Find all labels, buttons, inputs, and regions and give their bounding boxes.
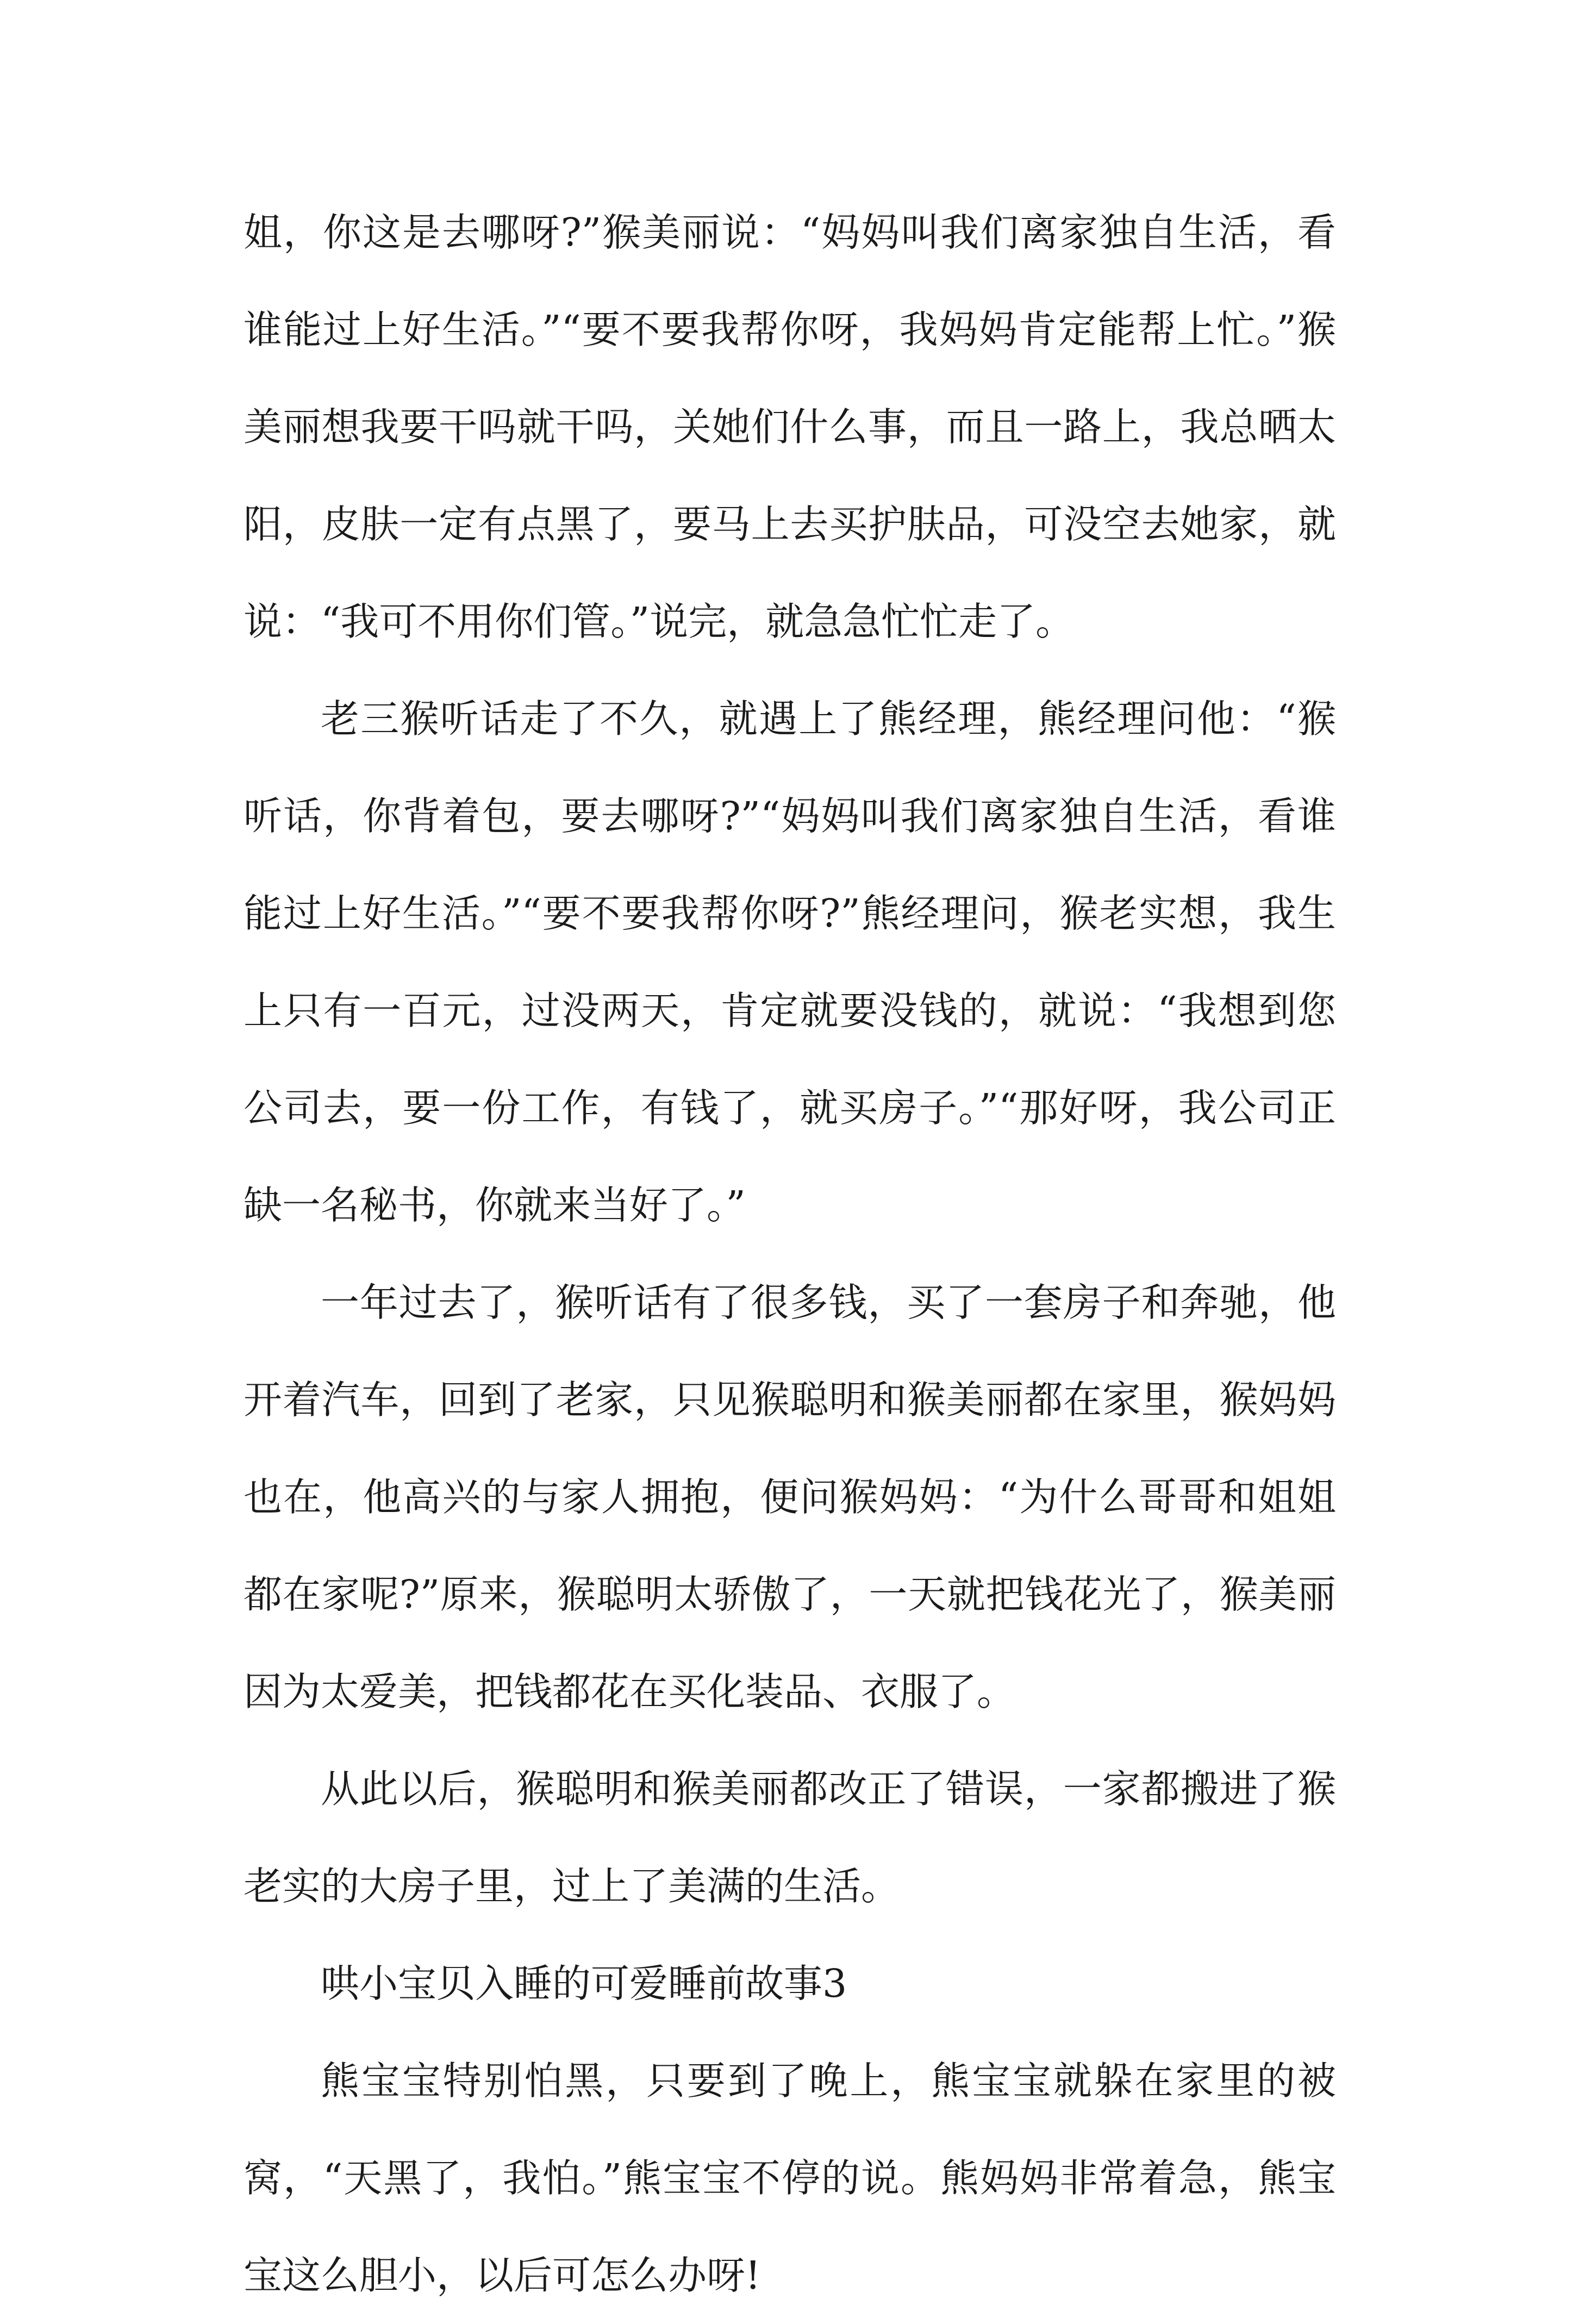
paragraph-continuation: 姐，你这是去哪呀?”猴美丽说：“妈妈叫我们离家独自生活，看谁能过上好生活。”“要不要我帮你呀，我妈妈肯定能帮上忙。”猴美丽想我要干吗就干吗，关她们什么事，而且一路上，我总晒太阳，皮肤一定有点黑了，要马上去买护肤品，可没空去她家，就说：“我可不用你们管。”说完，就急急忙忙走了。 — [244, 210, 1336, 644]
paragraph: 老三猴听话走了不久，就遇上了熊经理，熊经理问他：“猴听话，你背着包，要去哪呀?”“妈妈叫我们离家独自生活，看谁能过上好生活。”“要不要我帮你呀?”熊经理问，猴老实想，我生上只有一百元，过没两天，肯定就要没钱的，就说：“我想到您公司去，要一份工作，有钱了，就买房子。”“那好呀，我公司正缺一名秘书，你就来当好了。” — [244, 696, 1336, 1228]
paragraph: 一年过去了，猴听话有了很多钱，买了一套房子和奔驰，他开着汽车，回到了老家，只见猴聪明和猴美丽都在家里，猴妈妈也在，他高兴的与家人拥抱，便问猴妈妈：“为什么哥哥和姐姐都在家呢?”原来，猴聪明太骄傲了，一天就把钱花光了，猴美丽因为太爱美，把钱都花在买化装品、衣服了。 — [244, 1280, 1336, 1714]
paragraph: 从此以后，猴聪明和猴美丽都改正了错误，一家都搬进了猴老实的大房子里，过上了美满的生活。 — [244, 1766, 1336, 1909]
document-body — [244, 184, 1336, 2324]
paragraph: 熊宝宝特别怕黑，只要到了晚上，熊宝宝就躲在家里的被窝，“天黑了，我怕。”熊宝宝不停的说。熊妈妈非常着急，熊宝宝这么胆小，以后可怎么办呀! — [244, 2058, 1336, 2298]
section-heading: 哄小宝贝入睡的可爱睡前故事3 — [321, 1961, 847, 2006]
